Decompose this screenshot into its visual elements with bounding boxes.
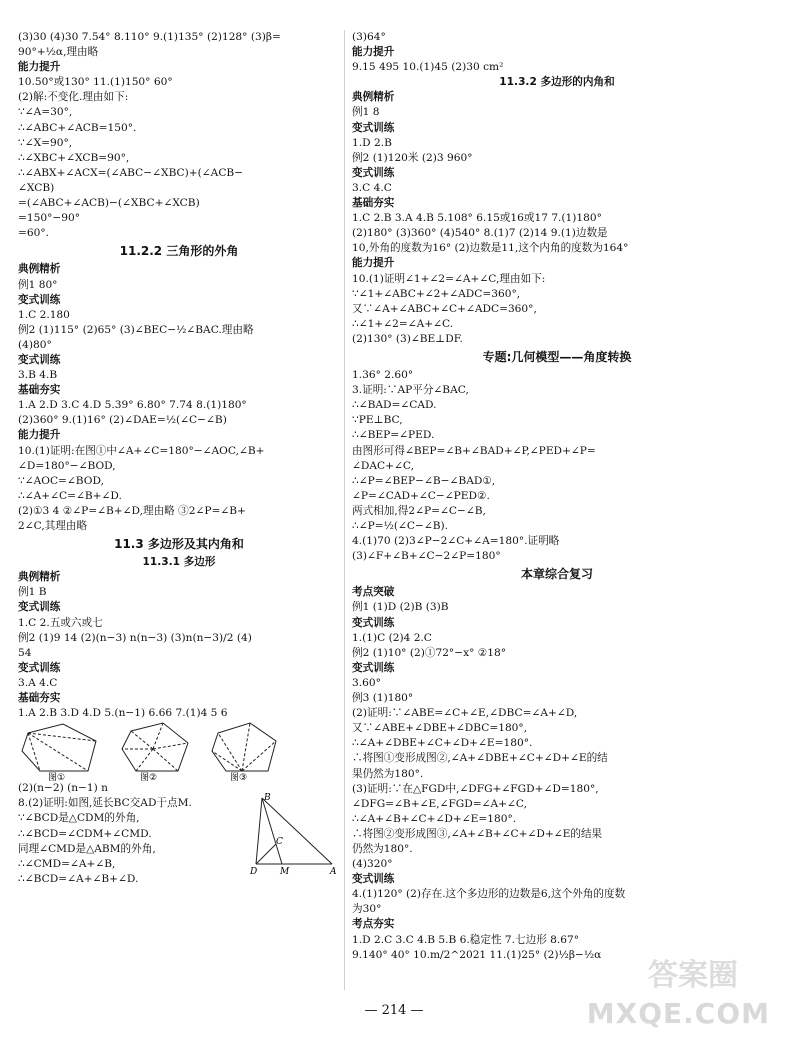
section-heading: 能力提升: [352, 46, 395, 59]
text-line: (4)320°: [352, 858, 393, 871]
section-heading: 考点夯实: [352, 918, 395, 931]
text-line: ∴∠A+∠B+∠C+∠D+∠E=180°.: [352, 812, 517, 825]
section-heading: 变式训练: [352, 873, 395, 886]
point-label: C: [276, 837, 283, 848]
text-line: ∵PE⊥BC,: [352, 414, 403, 427]
text-line: (2)证明:∵∠ABE=∠C+∠E,∠DBC=∠A+∠D,: [352, 707, 578, 720]
text-line: ∴∠BAD=∠CAD.: [352, 399, 437, 412]
text-line: 两式相加,得2∠P=∠C−∠B,: [352, 504, 486, 517]
text-line: 10.50°或130° 11.(1)150° 60°: [18, 76, 173, 89]
text-line: ∠DFG=∠B+∠E,∠FGD=∠A+∠C,: [352, 797, 528, 810]
text-line: 1.A 2.B 3.D 4.D 5.(n−1) 6.66 7.(1)4 5 6: [18, 707, 228, 720]
polygon-diagrams: [18, 721, 340, 781]
text-line: ∴∠ABC+∠ACB=150°.: [18, 121, 137, 134]
section-heading: 基础夯实: [18, 384, 61, 397]
text-line: (2)解:不变化.理由如下:: [18, 91, 129, 104]
section-heading: 变式训练: [352, 166, 395, 179]
text-line: 2∠C,其理由略: [18, 520, 88, 532]
subsection-title: 11.2.2 三角形的外角: [119, 244, 239, 259]
text-line: ∵∠1+∠ABC+∠2+∠ADC=360°,: [352, 287, 521, 300]
text-line: 例2 (1)120米 (2)3 960°: [352, 151, 473, 164]
figure-label: 图②: [140, 773, 158, 782]
point-label: M: [280, 867, 290, 878]
text-line: 3.C 4.C: [352, 181, 392, 194]
text-line: ∵∠X=90°,: [18, 136, 73, 149]
text-line: (2)360° 9.(1)16° (2)∠DAE=½(∠C−∠B): [18, 414, 227, 427]
text-line: 54: [18, 646, 32, 659]
text-line: ∵∠AOC=∠BOD,: [18, 474, 104, 487]
section-heading: 基础夯实: [18, 692, 61, 705]
text-line: 3.证明:∵AP平分∠BAC,: [352, 384, 469, 397]
text-line: 4.(1)120° (2)存在.这个多边形的边数是6,这个外角的度数: [352, 888, 626, 901]
text-line: (2)180° (3)360° (4)540° 8.(1)7 (2)14 9.(1)边数是: [352, 227, 608, 240]
text-line: (3)∠F+∠B+∠C−2∠P=180°: [352, 550, 501, 563]
text-line: 1.D 2.B: [352, 136, 392, 149]
text-line: 例2 (1)115° (2)65° (3)∠BEC−½∠BAC.理由略: [18, 323, 254, 336]
text-line: ∴∠A+∠C=∠B+∠D.: [18, 489, 122, 502]
section-title: 11.3 多边形及其内角和: [114, 537, 244, 552]
section-heading: 能力提升: [352, 257, 395, 270]
polygon-figures: [18, 721, 340, 781]
section-heading: 变式训练: [18, 601, 61, 614]
text-line: 1.C 2.五或六或七: [18, 616, 103, 629]
text-line: 例2 (1)10° (2)①72°−x° ②18°: [352, 646, 507, 659]
proof-with-figure: [18, 793, 340, 887]
text-line: 例3 (1)180°: [352, 692, 414, 705]
text-line: ∴∠ABX+∠ACX=(∠ABC−∠XBC)+(∠ACB−: [18, 166, 244, 179]
text-line: ∴将图①变形成图②,∠A+∠DBE+∠C+∠D+∠E的结: [352, 752, 608, 765]
section-heading: 变式训练: [18, 293, 61, 306]
text-line: ∴∠A+∠DBE+∠C+∠D+∠E=180°.: [352, 737, 533, 750]
section-heading: 考点突破: [352, 586, 395, 599]
text-line: 例1 80°: [18, 278, 58, 291]
figure-label: 图③: [230, 773, 248, 782]
text-line: (2)①3 4 ②∠P=∠B+∠D,理由略 ③2∠P=∠B+: [18, 504, 246, 517]
text-line: 9.140° 40° 10.m/2^2021 11.(1)25° (2)½β−½α: [352, 948, 602, 961]
column-divider: [344, 30, 345, 990]
text-line: (2)130° (3)∠BE⊥DF.: [352, 332, 463, 345]
text-line: ∴∠BEP=∠PED.: [352, 429, 435, 442]
text-line: 果仍然为180°.: [352, 767, 424, 780]
text-line: ∴∠BCD=∠CDM+∠CMD.: [18, 827, 152, 840]
right-column: [352, 30, 762, 963]
text-line: ∴将图②变形成图③,∠A+∠B+∠C+∠D+∠E的结果: [352, 827, 603, 840]
text-line: 同理∠CMD是△ABM的外角,: [18, 842, 156, 855]
section-heading: 典例精析: [18, 571, 61, 584]
section-heading: 典例精析: [18, 263, 61, 276]
text-line: 3.A 4.C: [18, 676, 58, 689]
text-line: ∵∠BCD是△CDM的外角,: [18, 812, 140, 825]
text-line: 例1 B: [18, 586, 47, 599]
text-line: 1.D 2.C 3.C 4.B 5.B 6.稳定性 7.七边形 8.67°: [352, 933, 580, 946]
text-line: ∠P=∠CAD+∠C−∠PED②.: [352, 489, 490, 502]
text-line: (3)64°: [352, 31, 386, 43]
text-line: 3.B 4.B: [18, 369, 58, 382]
section-heading: 变式训练: [18, 661, 61, 674]
text-line: 1.C 2.B 3.A 4.B 5.108° 6.15或16或17 7.(1)180°: [352, 212, 602, 225]
text-line: 例1 (1)D (2)B (3)B: [352, 601, 449, 614]
text-line: 90°+½α,理由略: [18, 46, 99, 59]
text-line: 为30°: [352, 903, 382, 916]
section-heading: 变式训练: [352, 616, 395, 629]
subsection-title: 11.3.1 多边形: [142, 556, 216, 569]
text-line: 仍然为180°.: [352, 842, 413, 855]
point-label: B: [264, 793, 271, 804]
text-line: ∴∠BCD=∠A+∠B+∠D.: [18, 872, 139, 885]
text-line: 由图形可得∠BEP=∠B+∠BAD+∠P,∠PED+∠P=: [352, 444, 596, 457]
page-number: — 214 —: [364, 1003, 424, 1018]
text-line: ∴∠P=½(∠C−∠B).: [352, 520, 449, 532]
section-heading: 变式训练: [352, 121, 395, 134]
text-line: =150°−90°: [18, 212, 81, 225]
section-heading: 能力提升: [18, 61, 61, 74]
text-line: (3)30 (4)30 7.54° 8.110° 9.(1)135° (2)128° (3)β=: [18, 31, 281, 43]
watermark-url: MXQE.COM: [586, 997, 770, 1030]
text-line: ∴∠CMD=∠A+∠B,: [18, 857, 116, 870]
section-heading: 典例精析: [352, 91, 395, 104]
subsection-title: 11.3.2 多边形的内角和: [499, 76, 615, 89]
text-line: ∵∠A=30°,: [18, 106, 73, 119]
text-line: ∠DAC+∠C,: [352, 459, 414, 472]
section-heading: 变式训练: [352, 661, 395, 674]
text-line: (4)80°: [18, 338, 52, 351]
text-line: 例2 (1)9 14 (2)(n−3) n(n−3) (3)n(n−3)/2 (4): [18, 631, 252, 644]
text-line: 10.(1)证明:在图①中∠A+∠C=180°−∠AOC,∠B+: [18, 444, 265, 457]
topic-title: 专题:几何模型——角度转换: [482, 349, 632, 364]
text-line: ∠XCB): [18, 181, 55, 194]
text-line: (3)证明:∵在△FGD中,∠DFG+∠FGD+∠D=180°,: [352, 782, 599, 795]
section-heading: 能力提升: [18, 429, 61, 442]
text-line: 10,外角的度数为16° (2)边数是11,这个内角的度数为164°: [352, 242, 629, 255]
figure-label: 图①: [48, 773, 66, 782]
point-label: D: [250, 867, 258, 878]
text-line: ∴∠XBC+∠XCB=90°,: [18, 151, 130, 164]
left-column: [18, 30, 340, 887]
text-line: ∠D=180°−∠BOD,: [18, 459, 116, 472]
text-line: 1.36° 2.60°: [352, 369, 414, 382]
chapter-review-title: 本章综合复习: [520, 567, 593, 582]
text-line: 1.C 2.180: [18, 308, 70, 321]
text-line: 4.(1)70 (2)3∠P−2∠C+∠A=180°.证明略: [352, 535, 560, 548]
text-line: 又∵∠ABE+∠DBE+∠DBC=180°,: [352, 722, 528, 735]
text-line: 3.60°: [352, 676, 381, 689]
text-line: 1.A 2.D 3.C 4.D 5.39° 6.80° 7.74 8.(1)180°: [18, 399, 247, 412]
section-heading: 基础夯实: [352, 197, 395, 210]
text-line: =60°.: [18, 227, 50, 240]
text-line: ∴∠1+∠2=∠A+∠C.: [352, 317, 454, 330]
triangle-diagram: [250, 792, 340, 878]
text-line: 8.(2)证明:如图,延长BC交AD于点M.: [18, 797, 192, 810]
section-heading: 变式训练: [18, 353, 61, 366]
text-line: ∴∠P=∠BEP−∠B−∠BAD①,: [352, 474, 496, 487]
text-line: (2)(n−2) (n−1) n: [18, 782, 108, 795]
watermark-logo: 答案圈: [648, 958, 738, 993]
text-line: 10.(1)证明∠1+∠2=∠A+∠C,理由如下:: [352, 272, 546, 285]
text-line: 1.(1)C (2)4 2.C: [352, 631, 432, 644]
text-line: =(∠ABC+∠ACB)−(∠XBC+∠XCB): [18, 197, 200, 210]
point-label: A: [330, 867, 337, 878]
text-line: 例1 8: [352, 106, 380, 119]
text-line: 又∵∠A+∠ABC+∠C+∠ADC=360°,: [352, 302, 537, 315]
text-line: 9.15 495 10.(1)45 (2)30 cm²: [352, 61, 504, 74]
